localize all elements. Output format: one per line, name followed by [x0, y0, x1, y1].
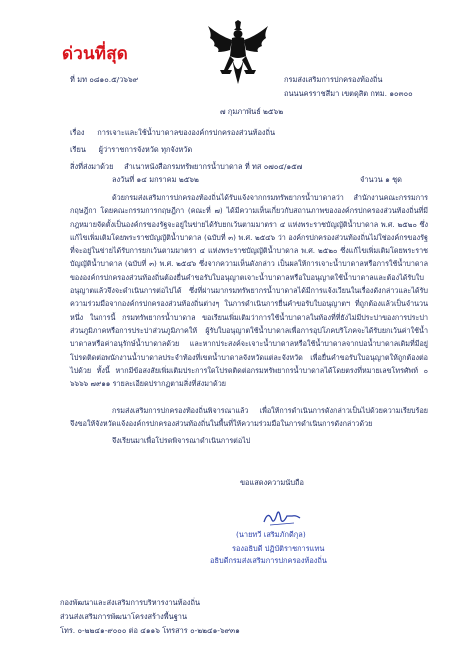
signer-position-1: รองอธิบดี ปฏิบัติราชการแทน — [232, 544, 325, 553]
agency-address: ถนนนครราชสีมา เขตดุสิต กทม. ๑๐๓๐๐ — [284, 89, 413, 98]
footer-phone: โทร. ๐-๒๒๔๑-๙๐๐๐ ต่อ ๔๑๑๖ โทรสาร ๐-๒๒๔๑-๖๙๓๑ — [60, 626, 240, 635]
signer-name: (นายทวี เสริมภักดีกุล) — [236, 530, 306, 539]
urgency-label: ด่วนที่สุด — [62, 44, 129, 64]
enclosure-row — [70, 162, 302, 172]
enclosure-text: สำเนาหนังสือกรมทรัพยากรน้ำบาดาล ที่ ทส ๐๗๐๔/๑๕๗ — [124, 162, 303, 171]
enclosure-date: ลงวันที่ ๑๔ มกราคม ๒๕๖๒ — [112, 175, 199, 184]
body-paragraph-1: ด้วยกรมส่งเสริมการปกครองท้องถิ่นได้รับแจ้งจากกรมทรัพยากรน้ำบาดาลว่า สำนักงานคณะกรรมการกฤษฎีกา โดยคณะกรรมการกฤษฎีกา (คณะที่ ๗) ได้มีความเห็นเกี่ยวกับสถานภาพขององค์กรปกครองส่วนท้องถิ่นที่มีกฎหมายจัดตั้งเป็นองค์กรของรัฐจะอยู่ในข่ายได้รับยกเว้นตามมาตรา ๔ แห่งพระราชบัญญัติน้ำบาดาล พ.ศ. ๒๕๒๐ ซึ่งแก้ไขเพิ่มเติมโดยพระราชบัญญัติน้ำบาดาล (ฉบับที่ ๓) พ.ศ. ๒๕๔๖ ว่า องค์กรปกครองส่วนท้องถิ่นไม่ใช่องค์กรของรัฐที่จะอยู่ในข่ายได้รับการยกเว้นตามมาตรา ๔ แห่งพระราชบัญญัติน้ำบาดาล พ.ศ. ๒๕๒๐ ซึ่งแก้ไขเพิ่มเติมโดยพระราชบัญญัติน้ำบาดาล (ฉบับที่ ๓) พ.ศ. ๒๕๔๖ ซึ่งจากความเห็นดังกล่าว เป็นผลให้การเจาะน้ำบาดาลหรือการใช้น้ำบาดาลขององค์กรปกครองส่วนท้องถิ่นต้องยื่นคำขอรับใบอนุญาตเจาะน้ำบาดาลหรือใบอนุญาตใช้น้ำบาดาลและต้องได้รับใบอนุญาตแล้วจึงจะดำเนินการต่อไปได้ ซึ่งที่ผ่านมากรมทรัพยากรน้ำบาดาลได้มีการแจ้งเวียนในเรื่องดังกล่าวและได้รับความร่วมมือจากองค์กรปกครองส่วนท้องถิ่นต่างๆ ในการดำเนินการยื่นคำขอรับใบอนุญาตฯ ที่ถูกต้องแล้วเป็นจำนวนหนึ่ง ในการนี้ กรมทรัพยากรน้ำบาดาล ขอเรียนเพิ่มเติมว่าการใช้น้ำบาดาลในท้องที่ที่ยังไม่มีประปาของการประปาส่วนภูมิภาคหรือการประปาส่วนภูมิภาคให้ ผู้รับใบอนุญาตใช้น้ำบาดาลเพื่อการอุปโภคบริโภคจะได้รับยกเว้นค่าใช้น้ำบาดาลหรือค่าอนุรักษ์น้ำบาดาลด้วย และหากประสงค์จะเจาะน้ำบาดาลหรือใช้น้ำบาดาลจากบ่อน้ำบาดาลเดิมที่มีอยู่ โปรดติดต่อพนักงานน้ำบาดาลประจำท้องที่เขตน้ำบาดาลจังหวัดแต่ละจังหวัด เพื่อยื่นคำขอรับใบอนุญาตให้ถูกต้องต่อไปด้วย ทั้งนี้ หากมีข้อสงสัยเพิ่มเติมประการใดโปรดติดต่อกรมทรัพยากรน้ำบาดาลได้โดยตรงที่หมายเลขโทรศัพท์ ๐ ๖๖๖๖ ๗๙๑๑ รายละเอียดปรากฏตามสิ่งที่ส่งมาด้วย — [70, 193, 428, 389]
body-paragraph-3: จึงเรียนมาเพื่อโปรดพิจารณาดำเนินการต่อไป — [112, 436, 251, 445]
handwritten-signature-icon — [262, 506, 302, 528]
to-row — [70, 145, 192, 155]
to-text: ผู้ว่าราชการจังหวัด ทุกจังหวัด — [98, 145, 193, 154]
subject-row — [70, 128, 275, 138]
footer-division: กองพัฒนาและส่งเสริมการบริหารงานท้องถิ่น — [60, 598, 201, 607]
document-date: ๗ กุมภาพันธ์ ๒๕๖๒ — [220, 107, 284, 116]
subject-text: การเจาะและใช้น้ำบาดาลขององค์กรปกครองส่วนท้องถิ่น — [97, 128, 276, 137]
subject-label: เรื่อง — [70, 128, 85, 137]
agency-name: กรมส่งเสริมการปกครองท้องถิ่น — [284, 75, 383, 84]
footer-section: ส่วนส่งเสริมการพัฒนาโครงสร้างพื้นฐาน — [60, 612, 187, 621]
enclosure-count: จำนวน ๑ ชุด — [360, 175, 402, 184]
enclosure-label: สิ่งที่ส่งมาด้วย — [70, 162, 114, 171]
garuda-emblem-icon — [206, 20, 270, 86]
body-paragraph-2: กรมส่งเสริมการปกครองท้องถิ่นพิจารณาแล้ว เพื่อให้การดำเนินการดังกล่าวเป็นไปด้วยความเรียบร้อย จึงขอให้จังหวัดแจ้งองค์กรปกครองส่วนท้องถิ่นในพื้นที่ให้ความร่วมมือในการดำเนินการดังกล่าวด้วย — [70, 406, 428, 429]
to-label: เรียน — [70, 145, 86, 154]
closing-phrase: ขอแสดงความนับถือ — [240, 478, 304, 487]
doc-number: ที่ มท ๐๘๑๐.๕/ว๖๖๙ — [70, 75, 139, 84]
signer-position-2: อธิบดีกรมส่งเสริมการปกครองท้องถิ่น — [210, 556, 327, 565]
